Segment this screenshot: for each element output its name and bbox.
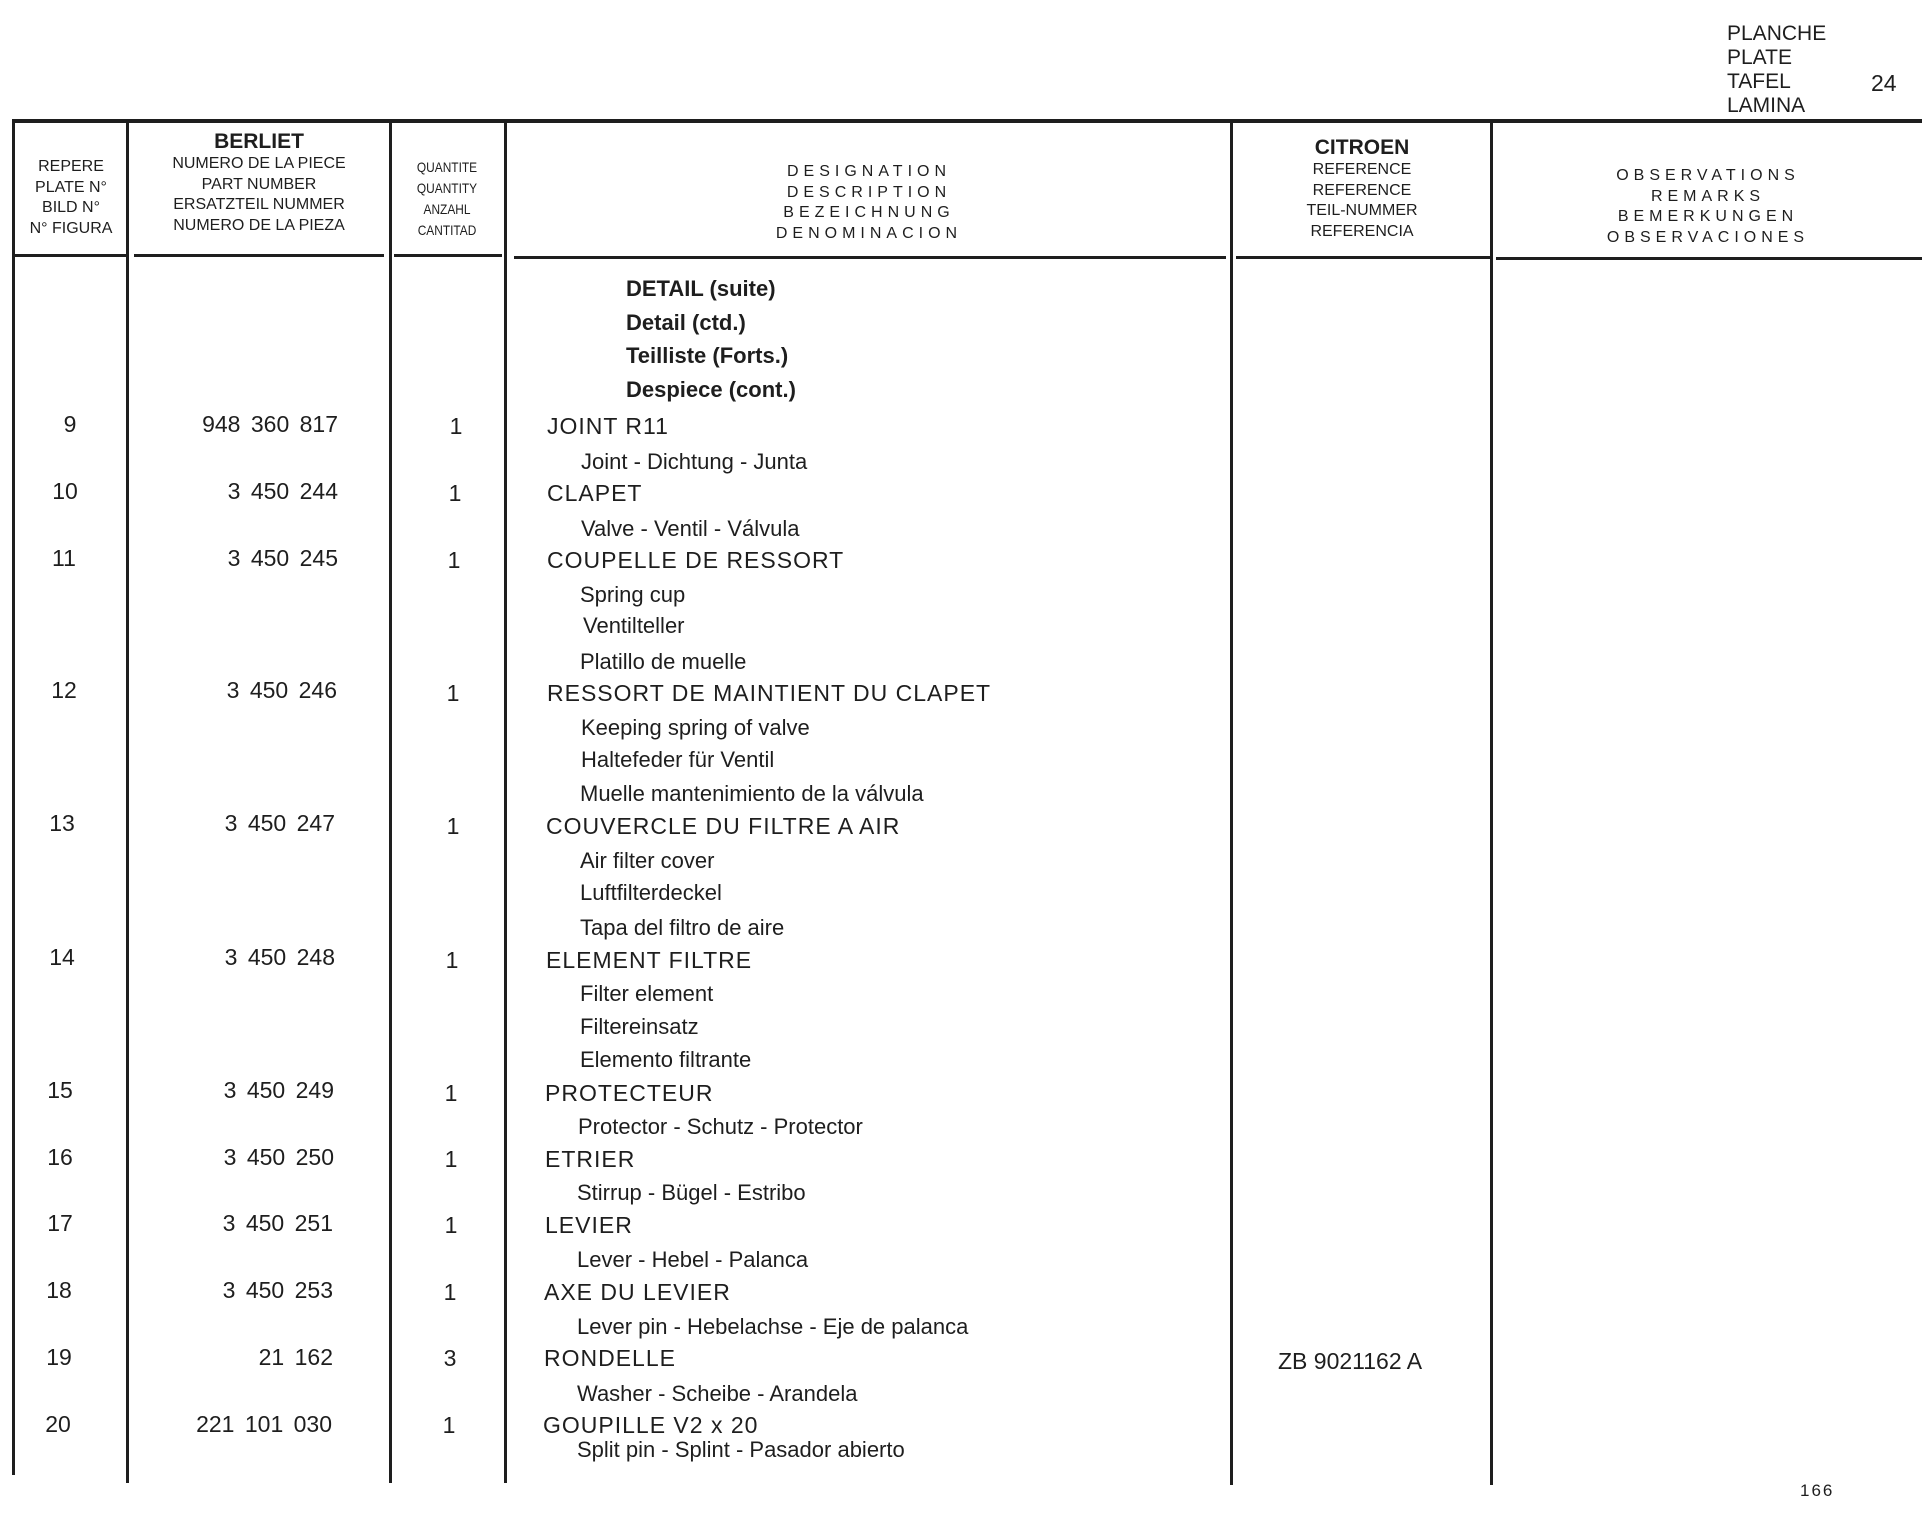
row-part-number: 21 162 [258,1344,333,1370]
row-part-number: 221 101 030 [196,1411,332,1437]
row-translation: Lever - Hebel - Palanca [577,1247,809,1272]
column-divider [1490,123,1493,1485]
row-quantity: 1 [448,480,462,506]
row-ref: 10 [52,478,78,504]
row-designation: AXE DU LEVIER [544,1279,731,1305]
row-translation: Lever pin - Hebelachse - Eje de palanca [577,1314,969,1339]
row-translation: Haltefeder für Ventil [581,747,775,772]
header-repere: REPERE PLATE N° BILD N° N° FIGURA [29,158,113,237]
row-part-number: 3 450 247 [224,810,335,836]
header-observations: OBSERVATIONS REMARKS BEMERKUNGEN OBSERVACIONES [1606,167,1810,246]
row-ref: 12 [51,677,77,703]
plate-label-block [1727,22,1826,118]
row-designation: ETRIER [545,1146,636,1172]
row-designation: GOUPILLE V2 x 20 [543,1412,759,1438]
header-citroen: CITROEN REFERENCE REFERENCE TEIL-NUMMER REFERENCIA [1234,136,1490,242]
row-quantity: 1 [444,1080,458,1106]
row-part-number: 3 450 248 [224,944,335,970]
citroen-brand: CITROEN [1314,136,1410,159]
column-divider [389,121,392,1483]
row-designation: JOINT R11 [547,413,669,439]
row-quantity: 1 [444,1146,458,1172]
row-designation: COUPELLE DE RESSORT [547,547,845,573]
plate-number: 24 [1871,70,1897,96]
row-designation: PROTECTEUR [545,1080,714,1106]
row-translation: Stirrup - Bügel - Estribo [577,1180,806,1205]
table-top-rule [12,119,1922,123]
header-bottom-rule [514,256,1226,259]
page-number: 166 [1800,1481,1835,1500]
header-bottom-rule [1496,257,1922,260]
row-translation: Washer - Scheibe - Arandela [577,1381,858,1406]
section-heading: Despiece (cont.) [626,377,796,402]
header-berliet: BERLIET NUMERO DE LA PIECE PART NUMBER ERSATZTEIL NUMMER NUMERO DE LA PIEZA [130,130,388,236]
header-bottom-rule [1236,256,1490,259]
row-ref: 11 [52,545,76,571]
row-translation: Filtereinsatz [580,1014,699,1039]
row-designation: RESSORT DE MAINTIENT DU CLAPET [547,680,992,706]
row-designation: RONDELLE [544,1345,676,1371]
row-translation: Muelle mantenimiento de la válvula [580,781,924,806]
row-translation: Spring cup [580,582,686,607]
plate-word: PLANCHE [1727,22,1827,45]
row-quantity: 1 [443,1279,457,1305]
row-ref: 20 [45,1411,71,1437]
header-bottom-rule [134,254,384,257]
row-ref: 16 [47,1144,73,1170]
row-part-number: 3 450 246 [226,677,337,703]
column-divider [504,121,507,1483]
row-translation: Ventilteller [583,613,685,638]
row-designation: LEVIER [545,1212,633,1238]
row-part-number: 3 450 249 [223,1077,334,1103]
section-heading: Teilliste (Forts.) [626,343,789,368]
row-quantity: 1 [447,547,461,573]
row-translation: Split pin - Splint - Pasador abierto [577,1437,905,1462]
row-translation: Joint - Dichtung - Junta [581,449,808,474]
row-quantity: 1 [446,813,460,839]
row-translation: Valve - Ventil - Válvula [581,516,800,541]
row-part-number: 3 450 251 [222,1210,333,1236]
row-quantity: 3 [443,1345,457,1371]
row-designation: CLAPET [547,480,643,506]
row-translation: Tapa del filtro de aire [580,915,785,940]
row-quantity: 1 [446,680,460,706]
row-translation: Platillo de muelle [580,649,747,674]
row-translation: Luftfilterdeckel [580,880,722,905]
column-divider [12,119,15,1475]
row-part-number: 948 360 817 [202,411,338,437]
plate-word: LAMINA [1727,94,1806,117]
row-quantity: 1 [444,1212,458,1238]
row-quantity: 1 [449,413,463,439]
row-translation: Protector - Schutz - Protector [578,1114,863,1139]
berliet-brand: BERLIET [214,130,304,153]
row-ref: 17 [47,1210,73,1236]
row-ref: 13 [49,810,75,836]
row-designation: COUVERCLE DU FILTRE A AIR [546,813,901,839]
row-quantity: 1 [445,947,459,973]
row-translation: Elemento filtrante [580,1047,752,1072]
row-part-number: 3 450 253 [222,1277,333,1303]
column-divider [1230,123,1233,1485]
row-designation: ELEMENT FILTRE [546,947,753,973]
plate-word: TAFEL [1727,70,1791,93]
row-part-number: 3 450 245 [227,545,338,571]
row-part-number: 3 450 250 [223,1144,334,1170]
header-bottom-rule [14,254,126,257]
column-divider [126,121,129,1483]
row-ref: 19 [46,1344,72,1370]
row-ref: 15 [47,1077,73,1103]
header-designation: DESIGNATION DESCRIPTION BEZEICHNUNG DENOMINACION [775,163,963,242]
row-translation: Air filter cover [580,848,715,873]
header-bottom-rule [394,254,502,257]
row-translation: Filter element [580,981,714,1006]
plate-word: PLATE [1727,46,1792,69]
row-translation: Keeping spring of valve [581,715,810,740]
section-heading: Detail (ctd.) [626,310,746,335]
section-heading: DETAIL (suite) [626,276,776,301]
row-ref: 14 [49,944,75,970]
row-part-number: 3 450 244 [227,478,338,504]
row-quantity: 1 [442,1412,456,1438]
header-quantity: QUANTITE QUANTITY ANZAHL CANTITAD [416,159,478,238]
row-ref: 9 [63,411,77,437]
row-ref: 18 [46,1277,72,1303]
row-citroen-reference: ZB 9021162 A [1278,1348,1423,1374]
